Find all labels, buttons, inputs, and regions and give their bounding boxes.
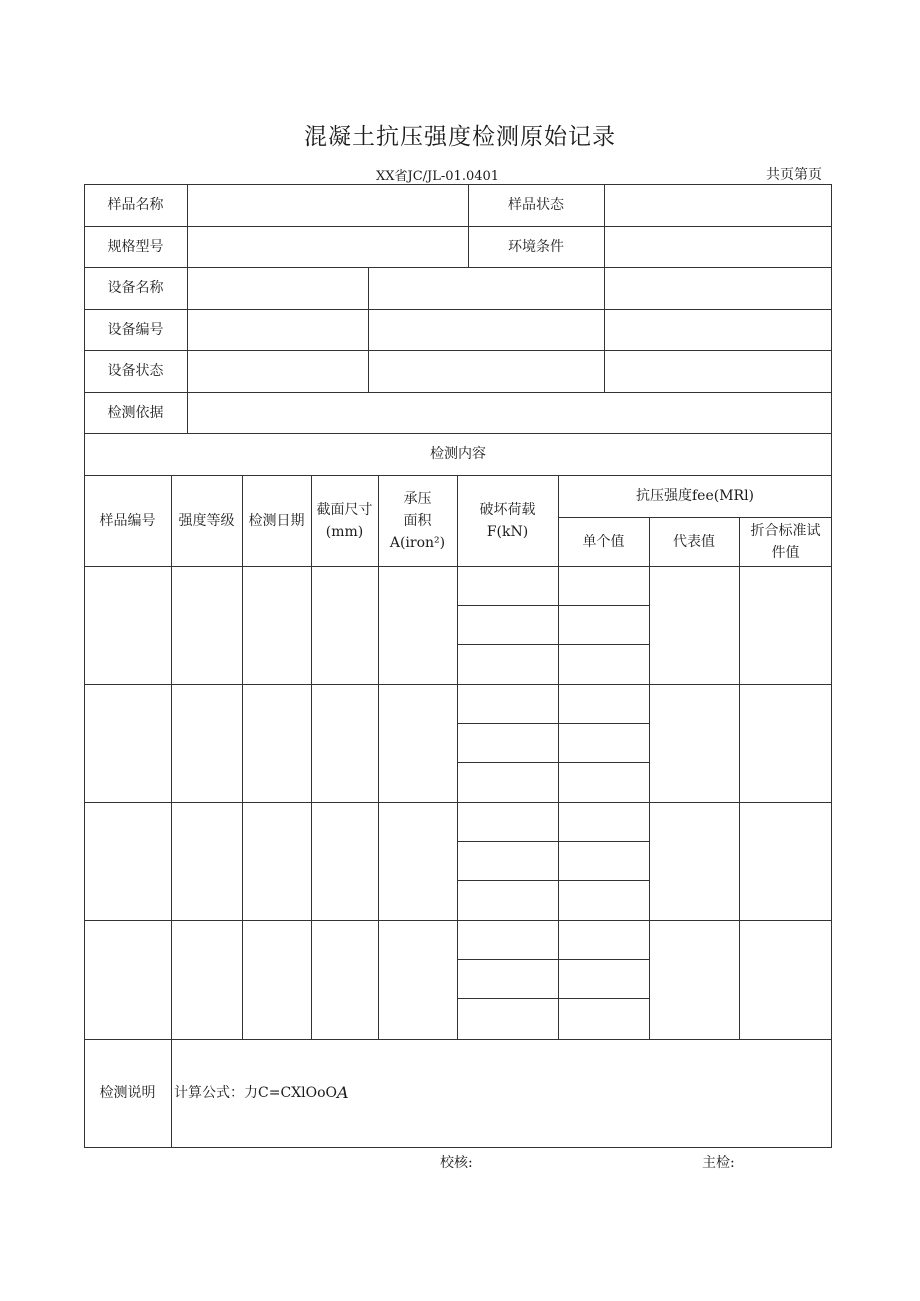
col-header-single-value: 单个值: [582, 533, 625, 550]
field-test-basis[interactable]: [188, 393, 831, 433]
col-header-strength-grade: 强度等级: [178, 512, 235, 529]
signature-reviewer: 校核:: [440, 1155, 473, 1171]
notes-formula-symbol: A: [336, 1083, 349, 1102]
notes-formula-text: 计算公式：力C=CXlOoO: [174, 1085, 337, 1101]
col-header-standard-value: 折合标准试 件值: [750, 522, 821, 561]
notes-formula: [172, 1039, 831, 1147]
col-header-bearing-area: 承压 面积 A(iron²): [389, 490, 446, 551]
label-test-basis: 检测依据: [107, 404, 164, 421]
page-info: 共页第页: [766, 167, 822, 183]
col-header-test-date: 检测日期: [248, 512, 305, 529]
label-device-number: 设备编号: [107, 321, 164, 338]
document-title: 混凝土抗压强度检测原始记录: [304, 124, 616, 150]
col-header-representative-value: 代表值: [673, 533, 715, 550]
col-header-section-size: 截面尺寸 (mm): [316, 501, 373, 540]
label-sample-status: 样品状态: [508, 197, 564, 213]
col-header-failure-load: 破坏荷载 F(kN): [479, 501, 536, 540]
field-spec-model[interactable]: [188, 227, 468, 267]
col-header-compressive-strength: 抗压强度fee(MRl): [635, 488, 755, 504]
label-env-condition: 环境条件: [508, 238, 564, 255]
field-sample-status[interactable]: [605, 185, 831, 226]
signature-inspector: 主检:: [702, 1155, 735, 1171]
field-env-condition[interactable]: [605, 227, 831, 267]
col-header-sample-no: 样品编号: [99, 512, 156, 529]
notes-label: 检测说明: [99, 1085, 156, 1101]
section-title-test-content: 检测内容: [430, 446, 486, 462]
label-spec-model: 规格型号: [107, 238, 164, 255]
label-device-name: 设备名称: [107, 280, 164, 296]
label-device-status: 设备状态: [107, 363, 164, 379]
label-sample-name: 样品名称: [107, 197, 164, 213]
form-code: XX省JC/JL-01.0401: [376, 169, 500, 184]
field-sample-name[interactable]: [188, 185, 468, 226]
